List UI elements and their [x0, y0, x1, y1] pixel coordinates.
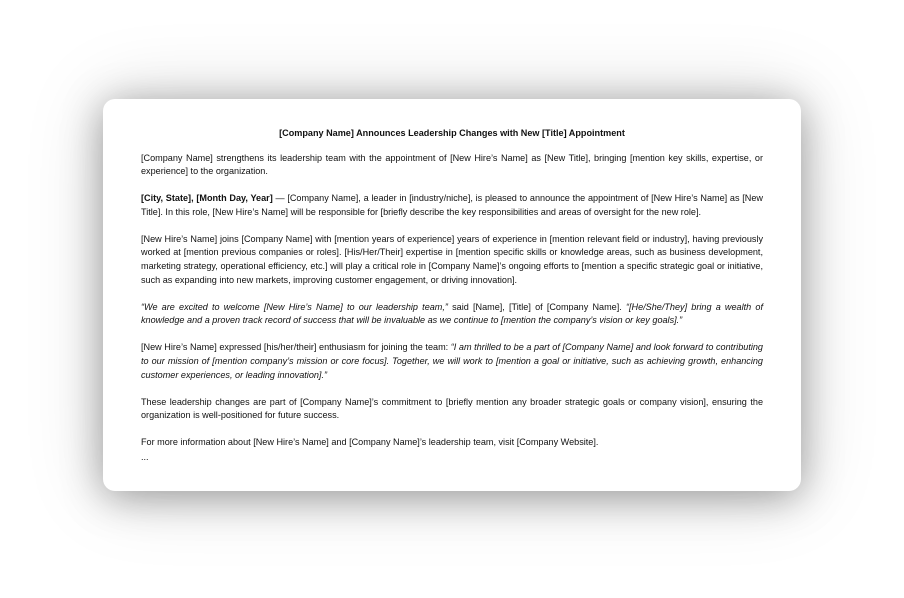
dateline: [City, State], [Month Day, Year] — [141, 193, 273, 204]
intro-paragraph: [Company Name] strengthens its leadership team with the appointment of [New Hire’s Name] as [New Title], bringing [mention key skills, expertise, or experience] to the organization. — [141, 152, 763, 177]
background-paragraph: [New Hire’s Name] joins [Company Name] with [mention years of experience] years of experience in [mention relevant field or industry], having previously worked at [mention previous companies or roles]. [His/Her/Their] expertise in [mention specific skills or knowledge areas, such as business development, marketing strategy, operational efficiency, etc.] will play a critical role in [Company Name]’s ongoing efforts to [mention a specific strategic goal or initiative, such as expanding into new markets, improving customer engagement, or driving innovation]. — [141, 233, 763, 285]
new-hire-quote: “I am thrilled to be a part of [Company Name] and look forward to contributing to our mission of [mention company’s mission or core focus]. Together, we will work to [mention a goal or initiative, such as achieving growth, enhancing customer experiences, or leading innovation].” — [141, 342, 763, 380]
document-card — [103, 99, 801, 491]
executive-quote-paragraph — [141, 301, 763, 328]
commitment-paragraph: These leadership changes are part of [Company Name]’s commitment to [briefly mention any broader strategic goals or company vision], ensuring the organization is well-positioned for future success. — [141, 396, 763, 421]
more-info-paragraph: For more information about [New Hire’s Name] and [Company Name]’s leadership team, visit [Company Website]. — [141, 437, 599, 448]
executive-quote-part1: “We are excited to welcome [New Hire’s Name] to our leadership team,” — [141, 301, 448, 312]
ellipsis: ... — [141, 451, 149, 462]
new-hire-quote-intro: [New Hire’s Name] expressed [his/her/their] enthusiasm for joining the team: — [141, 342, 451, 353]
executive-quote-attribution: said [Name], [Title] of [Company Name]. — [447, 301, 626, 312]
executive-quote-part2: “[He/She/They] bring a wealth of knowledge and a proven track record of success that will be invaluable as we continue to [mention the company’s vision or key goals].” — [141, 301, 763, 326]
new-hire-quote-paragraph — [141, 341, 763, 382]
dateline-paragraph-text: — [Company Name], a leader in [industry/niche], is pleased to announce the appointment of [New Hire’s Name] as [New Title]. In this role, [New Hire’s Name] will be responsible for [briefly describe the key responsibilities and areas of oversight for the new role]. — [141, 193, 763, 217]
press-release-title: [Company Name] Announces Leadership Changes with New [Title] Appointment — [279, 128, 625, 138]
dateline-paragraph — [141, 192, 763, 219]
